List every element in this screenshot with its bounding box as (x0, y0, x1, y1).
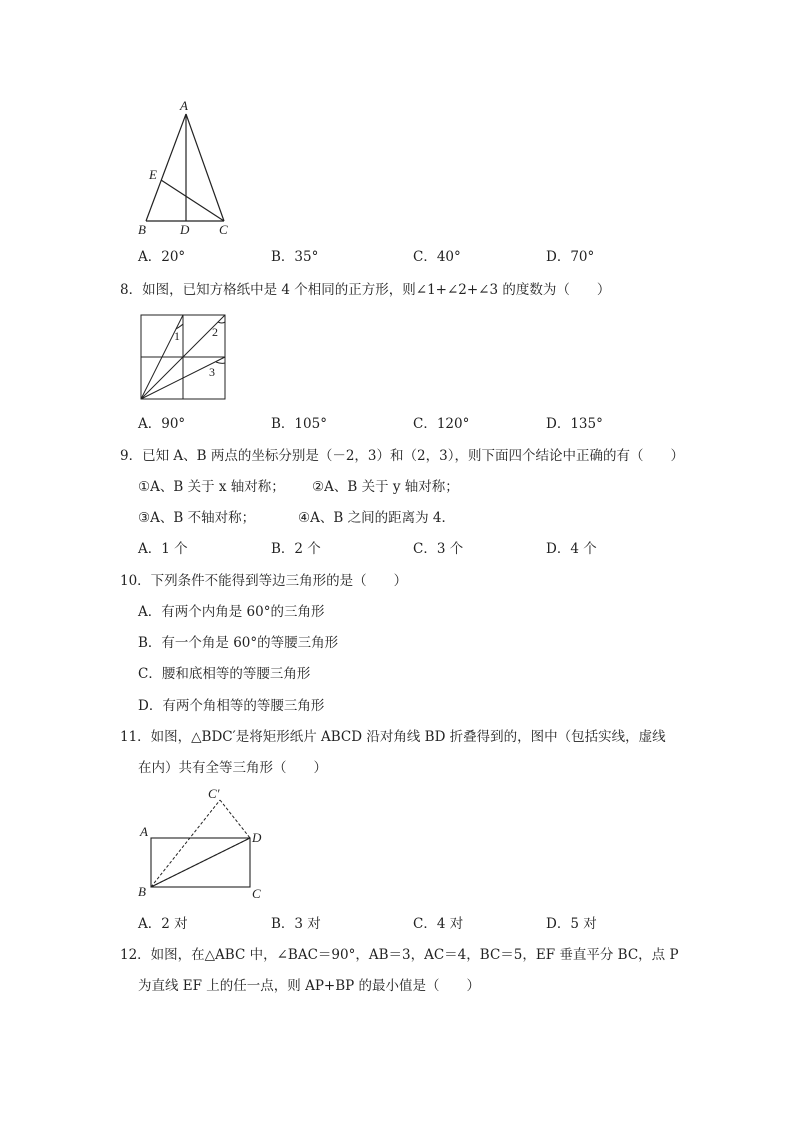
q7-option-d: D．70° (546, 249, 595, 265)
label-angle-3: 3 (209, 365, 215, 379)
q11-question-line1: 11．如图，△BDC′是将矩形纸片 ABCD 沿对角线 BD 折叠得到的，图中（包括实线，虚线 (120, 729, 666, 745)
q7-option-a: A．20° (138, 249, 186, 265)
q11-question-line2: 在内）共有全等三角形（ ） (138, 760, 327, 776)
q7-option-b: B．35° (271, 249, 319, 265)
q11-option-a: A．2 对 (138, 916, 188, 932)
label-angle-2: 2 (212, 325, 218, 339)
q9-option-b: B．2 个 (271, 541, 321, 557)
label-A: A (180, 98, 188, 113)
q11-option-d: D．5 对 (546, 916, 597, 932)
label-C: C (252, 886, 261, 901)
q8-question: 8．如图，已知方格纸中是 4 个相同的正方形，则∠1+∠2+∠3 的度数为（ ） (120, 282, 611, 298)
q8-option-a: A．90° (138, 416, 186, 432)
label-A: A (140, 824, 148, 839)
q9-question: 9．已知 A、B 两点的坐标分别是（－2，3）和（2，3），则下面四个结论中正确的有（ ） (120, 448, 684, 464)
q10-choice-a: A．有两个内角是 60°的三角形 (138, 604, 325, 620)
q11-option-b: B．3 对 (271, 916, 321, 932)
q10-question: 10．下列条件不能得到等边三角形的是（ ） (120, 573, 408, 589)
q11-rectangle-fold-figure (132, 786, 272, 904)
q11-option-c: C．4 对 (413, 916, 464, 932)
label-C: C (219, 222, 228, 237)
q8-option-c: C．120° (413, 416, 470, 432)
q8-option-d: D．135° (546, 416, 603, 432)
label-D: D (180, 222, 190, 237)
q9-option-c: C．3 个 (413, 541, 464, 557)
q8-option-b: B．105° (271, 416, 327, 432)
q10-choice-c: C．腰和底相等的等腰三角形 (138, 666, 311, 682)
q8-grid-figure (138, 312, 230, 404)
label-D: D (252, 830, 262, 845)
q7-option-c: C．40° (413, 249, 461, 265)
q9-statement-2: ②A、B 关于 y 轴对称； (312, 479, 459, 495)
q10-choice-b: B．有一个角是 60°的等腰三角形 (138, 635, 339, 651)
q9-statement-1: ①A、B 关于 x 轴对称； (138, 479, 285, 495)
label-C-prime: C′ (208, 786, 220, 801)
label-B: B (138, 222, 146, 237)
label-B: B (138, 884, 146, 899)
label-angle-1: 1 (174, 329, 180, 343)
q12-question-line2: 为直线 EF 上的任一点，则 AP+BP 的最小值是（ ） (138, 978, 481, 994)
q9-statement-3: ③A、B 不轴对称； (138, 510, 256, 526)
q12-question-line1: 12．如图，在△ABC 中，∠BAC＝90°，AB＝3，AC＝4，BC＝5，EF 垂直平分 BC，点 P (120, 947, 679, 963)
q7-triangle-figure (130, 96, 240, 238)
q10-choice-d: D．有两个角相等的等腰三角形 (138, 698, 325, 714)
label-E: E (149, 167, 157, 182)
q9-option-a: A．1 个 (138, 541, 188, 557)
q9-statement-4: ④A、B 之间的距离为 4． (298, 510, 455, 526)
q9-option-d: D．4 个 (546, 541, 597, 557)
